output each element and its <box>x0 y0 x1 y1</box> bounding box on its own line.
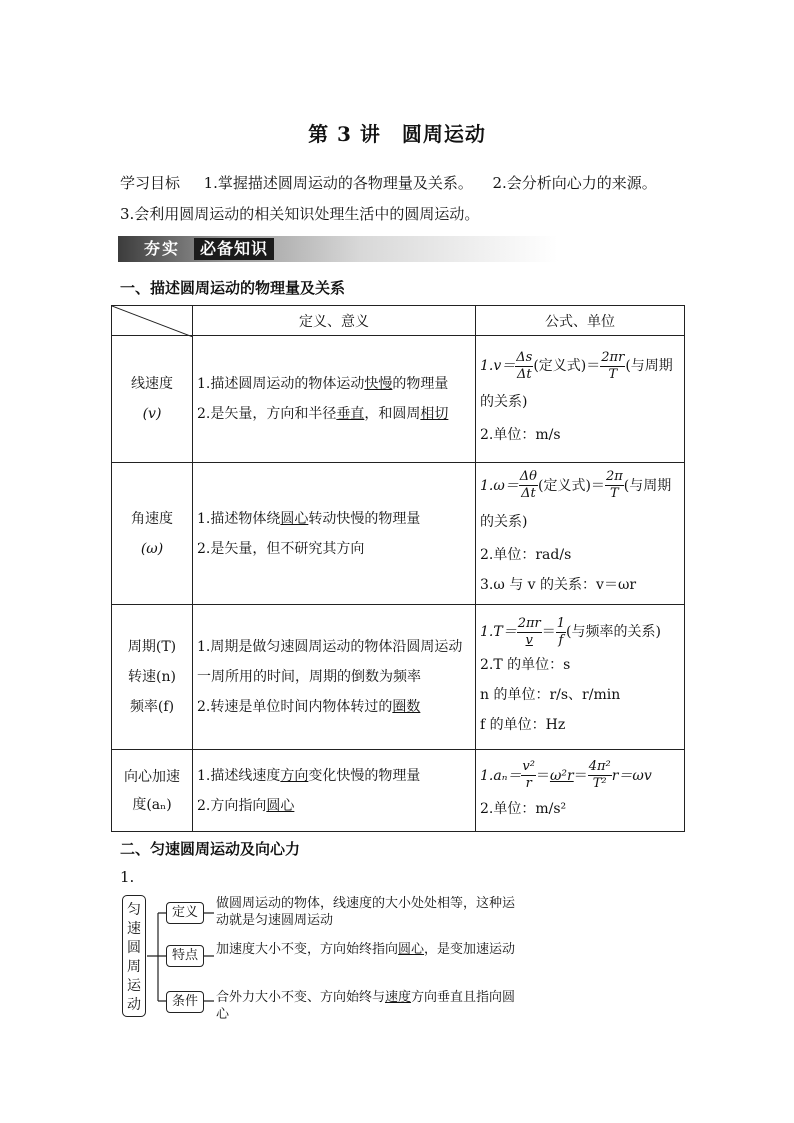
banner-background <box>118 236 558 262</box>
def-text: 2.方向指向 <box>197 797 267 814</box>
denominator: Δt <box>521 486 536 501</box>
goal-item-2: 2.会分析向心力的来源。 <box>492 174 657 192</box>
goal-item-3: 3.会利用圆周运动的相关知识处理生活中的圆周运动。 <box>120 205 480 223</box>
denominator: v <box>525 632 533 648</box>
formula-unit: 2.单位：m/s² <box>480 800 567 817</box>
formula-answer: ω²r <box>549 767 574 784</box>
denominator: T² <box>592 776 607 791</box>
numerator: Δθ <box>519 469 537 484</box>
formula-text: ＝ <box>535 767 550 784</box>
diagonal-line <box>112 306 193 337</box>
quantity-name: 角速度 <box>131 510 173 527</box>
mindmap-condition-text <box>216 989 516 1023</box>
def-text: 2.是矢量，方向和半径 <box>197 406 337 422</box>
mindmap <box>120 885 520 1035</box>
denominator: f <box>558 632 564 648</box>
definition-cell <box>193 463 476 605</box>
formula-unit: f 的单位：Hz <box>480 717 566 733</box>
formula-text: (与周期的关系) <box>480 358 673 410</box>
formula-cell <box>476 750 685 832</box>
fraction <box>517 616 542 649</box>
formula-text: r＝ωv <box>611 767 652 784</box>
definition-cell <box>193 605 476 750</box>
banner-left-text: 夯实 <box>144 239 181 258</box>
quantity-cell <box>112 605 193 750</box>
fraction <box>556 616 566 649</box>
quantity-cell <box>112 750 193 832</box>
fraction <box>521 759 536 792</box>
table-row-centripetal-acceleration <box>112 750 685 832</box>
numerator: 1 <box>556 615 566 631</box>
def-text: 1.描述圆周运动的物体运动 <box>197 376 365 392</box>
quantity-name-speed: 转速(n) <box>128 669 176 685</box>
def-answer: 圆心 <box>266 797 295 814</box>
formula-text: (与频率的关系) <box>566 624 661 640</box>
formula-cell <box>476 336 685 463</box>
def-text: 2.转速是单位时间内物体转过的 <box>197 699 393 715</box>
formula-cell <box>476 605 685 750</box>
formula-text: 1.T＝ <box>480 624 517 640</box>
text: 方向垂直且指向圆心 <box>216 990 516 1022</box>
goal-item-1: 1.掌握描述圆周运动的各物理量及关系。 <box>203 174 473 192</box>
numerator: 2πr <box>601 349 625 365</box>
formula-unit: 2.T 的单位：s <box>480 657 571 673</box>
table-row-linear-velocity <box>112 336 685 463</box>
def-text: 1.描述物体绕 <box>197 510 281 527</box>
quantities-table <box>111 305 685 832</box>
goals-label: 学习目标 <box>120 174 181 192</box>
formula-text: 1.aₙ＝ <box>480 767 522 784</box>
def-text: 2.是矢量，但不研究其方向 <box>197 540 365 557</box>
def-text: 1.描述线速度 <box>197 767 281 784</box>
quantity-name-cont: 度(aₙ) <box>132 796 172 813</box>
page-title: 第 3 讲 圆周运动 <box>308 122 486 146</box>
header-definition: 定义、意义 <box>193 306 476 336</box>
formula-text: (与周期的关系) <box>480 477 672 530</box>
numerator: Δs <box>516 349 533 365</box>
def-answer: 圆心 <box>280 510 309 527</box>
formula-text: 1.v＝ <box>480 358 516 374</box>
answer: 速度 <box>385 990 412 1005</box>
numerator: 2πr <box>517 615 541 631</box>
quantity-cell <box>112 463 193 605</box>
section-heading-1: 一、描述圆周运动的物理量及关系 <box>120 279 346 297</box>
formula-text: ＝ <box>541 624 556 640</box>
quantity-name: 向心加速 <box>124 768 180 785</box>
mindmap-tag-condition: 条件 <box>166 991 204 1013</box>
fraction <box>519 469 538 502</box>
formula-cell <box>476 463 685 605</box>
formula-unit: n 的单位：r/s、r/min <box>480 687 621 703</box>
numerator: 2π <box>605 469 623 484</box>
def-answer: 快慢 <box>364 376 393 392</box>
mindmap-root: 匀速圆周运动 <box>122 895 146 1017</box>
formula-unit: 2.单位：rad/s <box>480 546 572 563</box>
header-corner-cell <box>112 306 193 336</box>
formula-text: (定义式)＝ <box>538 477 605 494</box>
table-row-period <box>112 605 685 750</box>
def-text: 1.周期是做匀速圆周运动的物体沿圆周运动一周所用的时间，周期的倒数为频率 <box>197 639 463 685</box>
def-text: 变化快慢的物理量 <box>308 767 421 784</box>
formula-text: ＝ <box>573 767 588 784</box>
def-text: ，和圆周 <box>364 406 421 422</box>
quantity-name-frequency: 频率(f) <box>129 699 175 715</box>
denominator: T <box>608 366 618 382</box>
fraction <box>605 469 624 502</box>
formula-unit: 2.单位：m/s <box>480 427 561 443</box>
goals-line-1 <box>120 172 657 194</box>
def-answer: 垂直 <box>336 406 365 422</box>
definition-cell <box>193 336 476 463</box>
text: 合外力大小不变、方向始终与 <box>216 990 386 1005</box>
text: ，是变加速运动 <box>424 942 516 957</box>
def-answer: 方向 <box>280 767 309 784</box>
fraction <box>515 350 533 383</box>
fraction <box>600 350 625 383</box>
def-answer: 相切 <box>420 406 449 422</box>
text: 加速度大小不变，方向始终指向 <box>216 942 399 957</box>
quantity-name-period: 周期(T) <box>127 639 177 655</box>
denominator: T <box>610 486 619 501</box>
quantity-symbol: (ω) <box>140 540 164 557</box>
section-heading-2: 二、匀速圆周运动及向心力 <box>120 840 301 858</box>
fraction <box>588 759 612 792</box>
answer: 圆心 <box>398 942 425 957</box>
formula-text: (定义式)＝ <box>533 358 601 374</box>
quantity-symbol: (v) <box>142 406 162 422</box>
quantity-cell <box>112 336 193 463</box>
formula-text: 1.ω＝ <box>480 477 519 494</box>
mindmap-tag-feature: 特点 <box>166 945 204 967</box>
denominator: r <box>525 776 532 791</box>
table-row-angular-velocity <box>112 463 685 605</box>
numerator: 4π² <box>588 759 611 774</box>
item-number: 1. <box>120 868 135 886</box>
quantity-name: 线速度 <box>131 376 173 392</box>
definition-cell <box>193 750 476 832</box>
header-formula: 公式、单位 <box>476 306 685 336</box>
def-answer: 圈数 <box>392 699 421 715</box>
mindmap-definition-text: 做圆周运动的物体，线速度的大小处处相等，这种运动就是匀速圆周运动 <box>216 896 516 928</box>
formula-relation: 3.ω 与 v 的关系：v＝ωr <box>480 576 637 593</box>
denominator: Δt <box>517 366 532 382</box>
numerator: v² <box>522 759 535 774</box>
def-text: 的物理量 <box>392 376 449 392</box>
banner-right-text: 必备知识 <box>194 238 274 260</box>
section-banner <box>118 236 558 262</box>
def-text: 转动快慢的物理量 <box>308 510 421 527</box>
mindmap-feature-text <box>216 941 516 958</box>
mindmap-tag-definition: 定义 <box>166 902 204 924</box>
table-header-row <box>112 306 685 336</box>
